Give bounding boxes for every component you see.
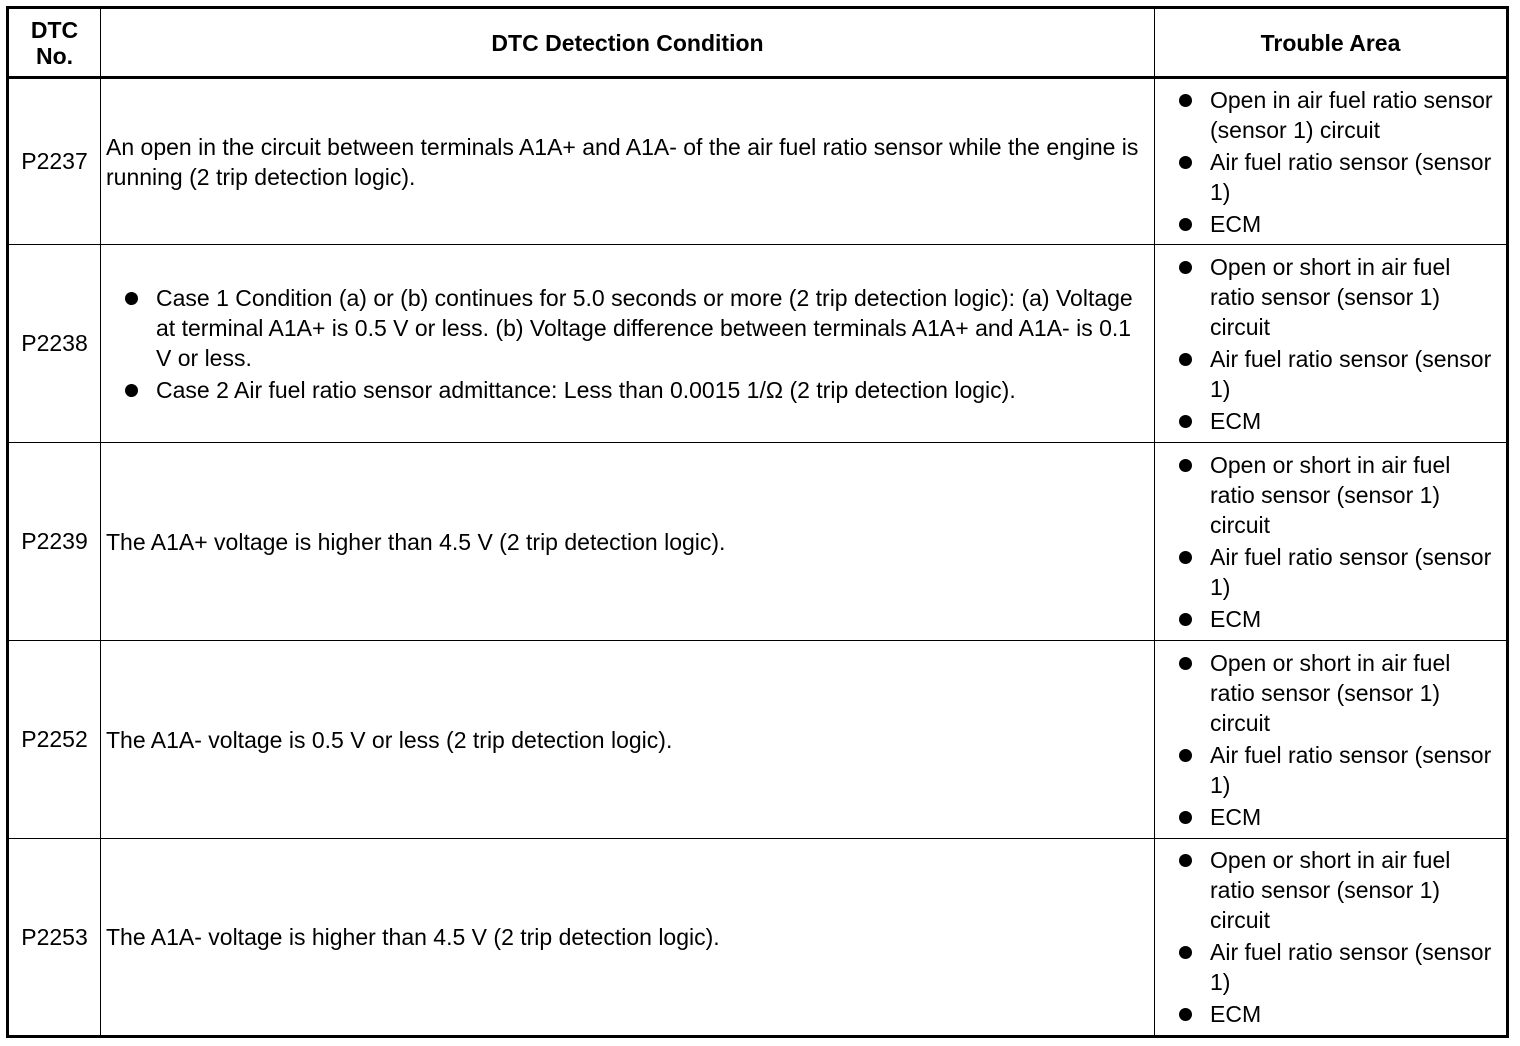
trouble-area-item: Air fuel ratio sensor (sensor 1) [1177, 147, 1500, 207]
detection-condition: The A1A- voltage is higher than 4.5 V (2 trip detection logic). [101, 839, 1155, 1037]
condition-list [106, 283, 1144, 405]
table-row [8, 443, 1508, 641]
detection-condition: An open in the circuit between terminals A1A+ and A1A- of the air fuel ratio sensor while the engine is running (2 trip detection logic). [101, 78, 1155, 245]
trouble-area [1155, 78, 1508, 245]
trouble-area-item: Open or short in air fuel ratio sensor (sensor 1) circuit [1177, 845, 1500, 935]
trouble-area-item: Air fuel ratio sensor (sensor 1) [1177, 740, 1500, 800]
trouble-area [1155, 839, 1508, 1037]
trouble-area-item: Air fuel ratio sensor (sensor 1) [1177, 542, 1500, 602]
trouble-area-item: Open or short in air fuel ratio sensor (sensor 1) circuit [1177, 648, 1500, 738]
trouble-area-list [1177, 85, 1500, 239]
header-trouble-area: Trouble Area [1155, 8, 1508, 78]
trouble-area-list [1177, 252, 1500, 436]
table-row [8, 78, 1508, 245]
trouble-area-item: ECM [1177, 406, 1500, 436]
trouble-area-list [1177, 450, 1500, 634]
table-row [8, 245, 1508, 443]
trouble-area-item: Air fuel ratio sensor (sensor 1) [1177, 344, 1500, 404]
trouble-area [1155, 245, 1508, 443]
header-dtc-no: DTC No. [8, 8, 101, 78]
trouble-area [1155, 641, 1508, 839]
header-row [8, 8, 1508, 78]
dtc-code: P2239 [8, 443, 101, 641]
dtc-code: P2238 [8, 245, 101, 443]
detection-condition [101, 245, 1155, 443]
dtc-code: P2237 [8, 78, 101, 245]
table-row [8, 641, 1508, 839]
dtc-code: P2253 [8, 839, 101, 1037]
table-row [8, 839, 1508, 1037]
dtc-table [6, 6, 1509, 1038]
condition-item: Case 2 Air fuel ratio sensor admittance: Less than 0.0015 1/Ω (2 trip detection logic). [123, 375, 1144, 405]
trouble-area-item: Open or short in air fuel ratio sensor (sensor 1) circuit [1177, 450, 1500, 540]
trouble-area-item: Open in air fuel ratio sensor (sensor 1) circuit [1177, 85, 1500, 145]
detection-condition: The A1A+ voltage is higher than 4.5 V (2 trip detection logic). [101, 443, 1155, 641]
trouble-area-item: ECM [1177, 604, 1500, 634]
trouble-area-list [1177, 845, 1500, 1029]
detection-condition: The A1A- voltage is 0.5 V or less (2 trip detection logic). [101, 641, 1155, 839]
table-body [8, 78, 1508, 1037]
trouble-area-item: ECM [1177, 802, 1500, 832]
trouble-area [1155, 443, 1508, 641]
condition-item: Case 1 Condition (a) or (b) continues for 5.0 seconds or more (2 trip detection logic): (a) Voltage at terminal A1A+ is 0.5 V or less. (b) Voltage difference between terminals A1A+ and A1A- is 0.1 V or less. [123, 283, 1144, 373]
header-condition: DTC Detection Condition [101, 8, 1155, 78]
trouble-area-item: ECM [1177, 999, 1500, 1029]
trouble-area-item: Air fuel ratio sensor (sensor 1) [1177, 937, 1500, 997]
dtc-code: P2252 [8, 641, 101, 839]
trouble-area-item: ECM [1177, 209, 1500, 239]
trouble-area-list [1177, 648, 1500, 832]
trouble-area-item: Open or short in air fuel ratio sensor (sensor 1) circuit [1177, 252, 1500, 342]
